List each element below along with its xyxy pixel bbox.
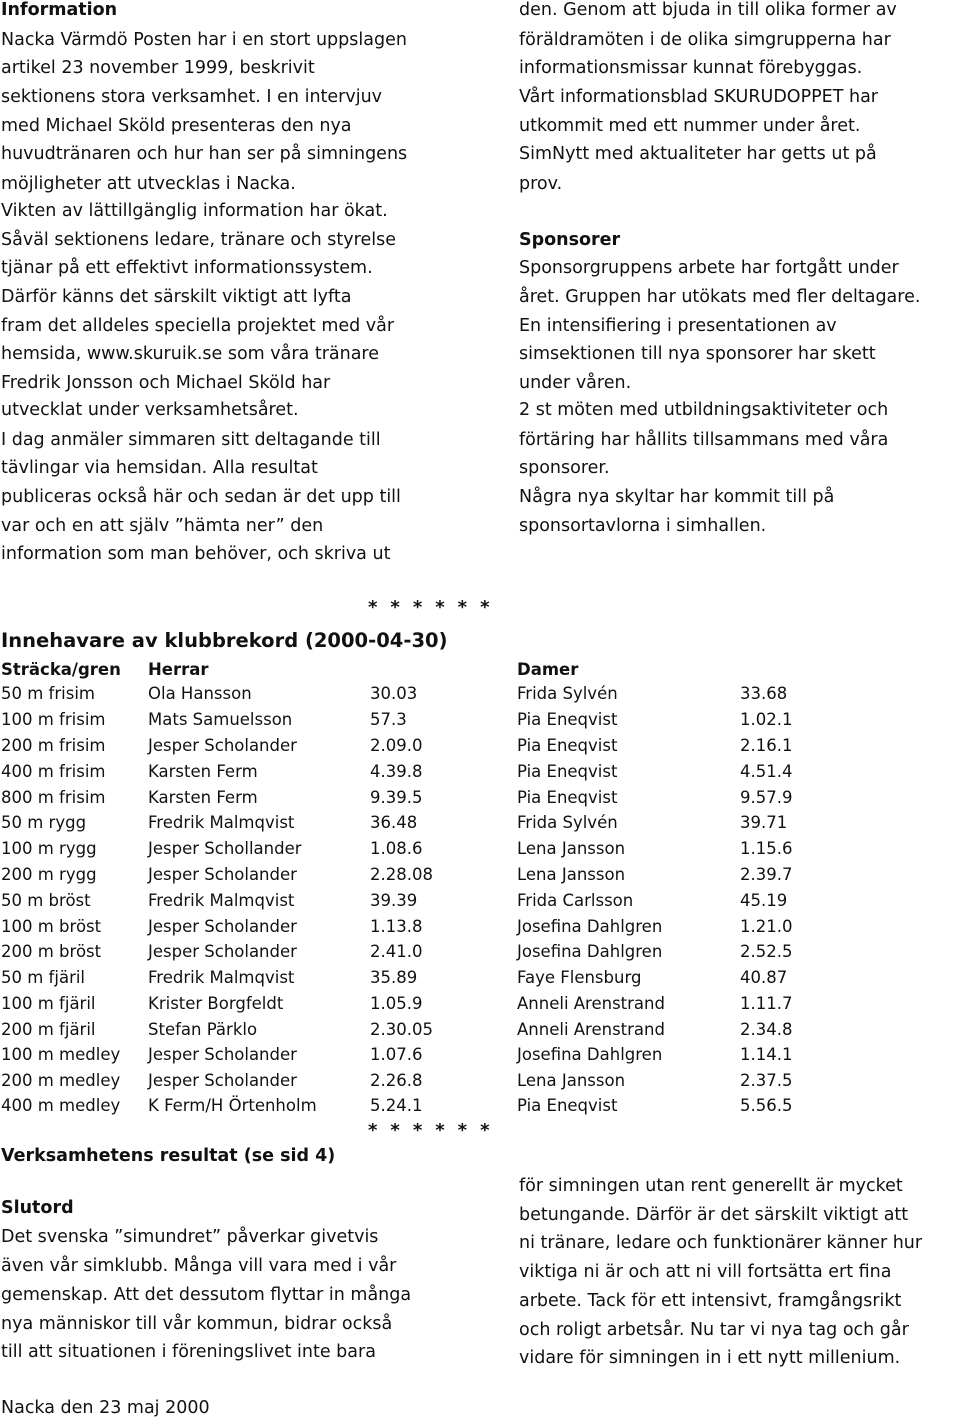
table-row — [0, 760, 960, 784]
cell-men-time: 9.39.5 — [370, 788, 423, 807]
text-line: betungande. Därför är det särskilt viktigt att — [519, 1205, 909, 1225]
cell-men-time: 1.08.6 — [370, 839, 423, 858]
cell-event: 200 m fjäril — [1, 1020, 96, 1039]
cell-men-time: 35.89 — [370, 968, 418, 987]
table-row — [0, 708, 960, 732]
cell-men-holder: Fredrik Malmqvist — [148, 891, 295, 910]
cell-women-time: 2.16.1 — [740, 736, 793, 755]
table-header-row — [0, 658, 960, 682]
text-line: föräldramöten i de olika simgrupperna har — [519, 30, 891, 50]
cell-women-holder: Pia Eneqvist — [517, 762, 618, 781]
text-line: tjänar på ett effektivt informationssystem. — [1, 258, 373, 278]
text-line: Fredrik Jonsson och Michael Sköld har — [1, 373, 331, 393]
text-line: vidare för simningen in i ett nytt millenium. — [519, 1348, 901, 1368]
cell-event: 100 m rygg — [1, 839, 97, 858]
text-line: nya människor till vår kommun, bidrar också — [1, 1314, 393, 1334]
cell-women-time: 5.56.5 — [740, 1096, 793, 1115]
text-line: arbete. Tack för ett intensivt, framgångsrikt — [519, 1291, 902, 1311]
cell-event: 50 m frisim — [1, 684, 95, 703]
cell-men-holder: Jesper Schollander — [148, 839, 302, 858]
text-line: Nacka Värmdö Posten har i en stort uppslagen — [1, 30, 407, 50]
text-line: Därför känns det särskilt viktigt att lyfta — [1, 287, 352, 307]
text-line: simsektionen till nya sponsorer har skett — [519, 344, 876, 364]
cell-women-time: 40.87 — [740, 968, 788, 987]
column-header-women: Damer — [517, 660, 579, 679]
cell-women-holder: Anneli Arenstrand — [517, 1020, 665, 1039]
text-line: under våren. — [519, 373, 632, 393]
cell-women-holder: Josefina Dahlgren — [517, 917, 663, 936]
text-line: I dag anmäler simmaren sitt deltagande till — [1, 430, 381, 450]
text-line: även vår simklubb. Många vill vara med i vår — [1, 1256, 397, 1276]
text-line: Såväl sektionens ledare, tränare och styrelse — [1, 230, 396, 250]
cell-men-holder: Jesper Scholander — [148, 736, 297, 755]
table-row — [0, 837, 960, 861]
cell-women-holder: Pia Eneqvist — [517, 1096, 618, 1115]
cell-men-time: 30.03 — [370, 684, 418, 703]
text-line: och roligt arbetsår. Nu tar vi nya tag och går — [519, 1320, 909, 1340]
cell-men-holder: Jesper Scholander — [148, 1045, 297, 1064]
table-row — [0, 786, 960, 810]
text-line: SimNytt med aktualiteter har getts ut på — [519, 144, 877, 164]
text-line: Några nya skyltar har kommit till på — [519, 487, 835, 507]
cell-event: 200 m frisim — [1, 736, 106, 755]
table-row — [0, 915, 960, 939]
cell-event: 400 m medley — [1, 1096, 121, 1115]
text-line: sponsortavlorna i simhallen. — [519, 516, 767, 536]
cell-men-holder: Stefan Pärklo — [148, 1020, 258, 1039]
table-row — [0, 1043, 960, 1067]
cell-event: 100 m medley — [1, 1045, 121, 1064]
text-line: året. Gruppen har utökats med fler deltagare. — [519, 287, 921, 307]
cell-women-time: 1.11.7 — [740, 994, 793, 1013]
table-row — [0, 734, 960, 758]
text-line: publiceras också här och sedan är det upp till — [1, 487, 401, 507]
text-line: möjligheter att utvecklas i Nacka. — [1, 174, 296, 194]
cell-women-holder: Lena Jansson — [517, 865, 626, 884]
separator-stars: ****** — [368, 597, 503, 618]
cell-men-time: 36.48 — [370, 813, 418, 832]
cell-men-time: 2.26.8 — [370, 1071, 423, 1090]
cell-men-holder: Mats Samuelsson — [148, 710, 293, 729]
table-row — [0, 889, 960, 913]
cell-event: 50 m rygg — [1, 813, 87, 832]
cell-women-time: 1.21.0 — [740, 917, 793, 936]
text-line: sponsorer. — [519, 458, 610, 478]
cell-women-time: 1.14.1 — [740, 1045, 793, 1064]
text-line: gemenskap. Att det dessutom flyttar in många — [1, 1285, 412, 1305]
cell-men-time: 1.05.9 — [370, 994, 423, 1013]
cell-men-holder: Krister Borgfeldt — [148, 994, 284, 1013]
text-line: utvecklat under verksamhetsåret. — [1, 400, 299, 420]
cell-women-time: 39.71 — [740, 813, 788, 832]
section-heading-slutord: Slutord — [1, 1198, 74, 1218]
text-line: informationsmissar kunnat förebyggas. — [519, 58, 863, 78]
cell-men-holder: Jesper Scholander — [148, 942, 297, 961]
section-heading-sponsorer: Sponsorer — [519, 230, 621, 250]
cell-women-holder: Frida Sylvén — [517, 684, 618, 703]
cell-event: 200 m rygg — [1, 865, 97, 884]
table-row — [0, 1018, 960, 1042]
cell-men-time: 2.30.05 — [370, 1020, 433, 1039]
cell-women-holder: Pia Eneqvist — [517, 788, 618, 807]
cell-women-holder: Josefina Dahlgren — [517, 1045, 663, 1064]
cell-event: 400 m frisim — [1, 762, 106, 781]
text-line: prov. — [519, 174, 563, 194]
cell-women-time: 9.57.9 — [740, 788, 793, 807]
cell-men-time: 2.09.0 — [370, 736, 423, 755]
cell-men-holder: Jesper Scholander — [148, 917, 297, 936]
text-line: fram det alldeles speciella projektet med vår — [1, 316, 395, 336]
column-header-men: Herrar — [148, 660, 209, 679]
text-line: tävlingar via hemsidan. Alla resultat — [1, 458, 318, 478]
column-header-event: Sträcka/gren — [1, 660, 121, 679]
text-line: En intensifiering i presentationen av — [519, 316, 837, 336]
cell-women-holder: Anneli Arenstrand — [517, 994, 665, 1013]
text-line: Sponsorgruppens arbete har fortgått under — [519, 258, 899, 278]
text-line: huvudtränaren och hur han ser på simningens — [1, 144, 408, 164]
text-line: hemsida, www.skuruik.se som våra tränare — [1, 344, 380, 364]
cell-men-holder: Fredrik Malmqvist — [148, 968, 295, 987]
text-line: artikel 23 november 1999, beskrivit — [1, 58, 315, 78]
cell-men-time: 1.07.6 — [370, 1045, 423, 1064]
cell-men-time: 39.39 — [370, 891, 418, 910]
text-line: med Michael Sköld presenteras den nya — [1, 116, 352, 136]
cell-event: 200 m bröst — [1, 942, 102, 961]
cell-women-holder: Pia Eneqvist — [517, 710, 618, 729]
cell-women-time: 2.34.8 — [740, 1020, 793, 1039]
cell-event: 50 m fjäril — [1, 968, 86, 987]
table-row — [0, 1094, 960, 1118]
cell-event: 100 m bröst — [1, 917, 102, 936]
cell-women-time: 33.68 — [740, 684, 788, 703]
text-line: Vikten av lättillgänglig information har ökat. — [1, 201, 388, 221]
cell-women-time: 2.39.7 — [740, 865, 793, 884]
cell-event: 800 m frisim — [1, 788, 106, 807]
text-line: ni tränare, ledare och funktionärer känner hur — [519, 1233, 923, 1253]
text-line: var och en att själv ”hämta ner” den — [1, 516, 324, 536]
cell-men-time: 1.13.8 — [370, 917, 423, 936]
cell-men-time: 5.24.1 — [370, 1096, 423, 1115]
cell-women-time: 2.37.5 — [740, 1071, 793, 1090]
table-row — [0, 940, 960, 964]
cell-women-time: 2.52.5 — [740, 942, 793, 961]
text-line: viktiga ni är och att ni vill fortsätta ert fina — [519, 1262, 892, 1282]
text-line: förtäring har hållits tillsammans med våra — [519, 430, 889, 450]
section-heading-information: Information — [1, 0, 118, 20]
cell-women-holder: Lena Jansson — [517, 839, 626, 858]
cell-event: 50 m bröst — [1, 891, 91, 910]
table-row — [0, 1069, 960, 1093]
cell-men-holder: Jesper Scholander — [148, 1071, 297, 1090]
text-line: den. Genom att bjuda in till olika former av — [519, 0, 897, 20]
cell-men-holder: Karsten Ferm — [148, 788, 258, 807]
cell-women-time: 1.15.6 — [740, 839, 793, 858]
text-line: 2 st möten med utbildningsaktiviteter och — [519, 400, 889, 420]
text-line: till att situationen i föreningslivet inte bara — [1, 1342, 376, 1362]
cell-women-time: 45.19 — [740, 891, 788, 910]
text-line: utkommit med ett nummer under året. — [519, 116, 861, 136]
table-row — [0, 966, 960, 990]
text-line: för simningen utan rent generellt är mycket — [519, 1176, 903, 1196]
text-line: Det svenska ”simundret” påverkar givetvis — [1, 1227, 379, 1247]
separator-stars: ****** — [368, 1120, 503, 1141]
cell-women-holder: Pia Eneqvist — [517, 736, 618, 755]
cell-event: 100 m frisim — [1, 710, 106, 729]
table-row — [0, 682, 960, 706]
table-row — [0, 811, 960, 835]
cell-event: 100 m fjäril — [1, 994, 96, 1013]
records-title: Innehavare av klubbrekord (2000-04-30) — [1, 629, 448, 652]
cell-women-holder: Frida Sylvén — [517, 813, 618, 832]
cell-men-time: 2.28.08 — [370, 865, 433, 884]
date-line: Nacka den 23 maj 2000 — [1, 1398, 210, 1418]
cell-men-holder: Ola Hansson — [148, 684, 252, 703]
cell-women-holder: Frida Carlsson — [517, 891, 634, 910]
cell-event: 200 m medley — [1, 1071, 121, 1090]
text-line: sektionens stora verksamhet. I en intervjuv — [1, 87, 383, 107]
cell-men-holder: K Ferm/H Örtenholm — [148, 1096, 317, 1115]
cell-women-time: 4.51.4 — [740, 762, 793, 781]
table-row — [0, 863, 960, 887]
cell-men-time: 2.41.0 — [370, 942, 423, 961]
cell-men-time: 57.3 — [370, 710, 407, 729]
section-heading-verksamhetens-resultat: Verksamhetens resultat (se sid 4) — [1, 1146, 336, 1166]
cell-men-holder: Fredrik Malmqvist — [148, 813, 295, 832]
cell-men-time: 4.39.8 — [370, 762, 423, 781]
text-line: information som man behöver, och skriva ut — [1, 544, 391, 564]
cell-women-holder: Josefina Dahlgren — [517, 942, 663, 961]
text-line: Vårt informationsblad SKURUDOPPET har — [519, 87, 879, 107]
cell-women-time: 1.02.1 — [740, 710, 793, 729]
cell-women-holder: Lena Jansson — [517, 1071, 626, 1090]
cell-men-holder: Karsten Ferm — [148, 762, 258, 781]
table-row — [0, 992, 960, 1016]
cell-men-holder: Jesper Scholander — [148, 865, 297, 884]
cell-women-holder: Faye Flensburg — [517, 968, 642, 987]
